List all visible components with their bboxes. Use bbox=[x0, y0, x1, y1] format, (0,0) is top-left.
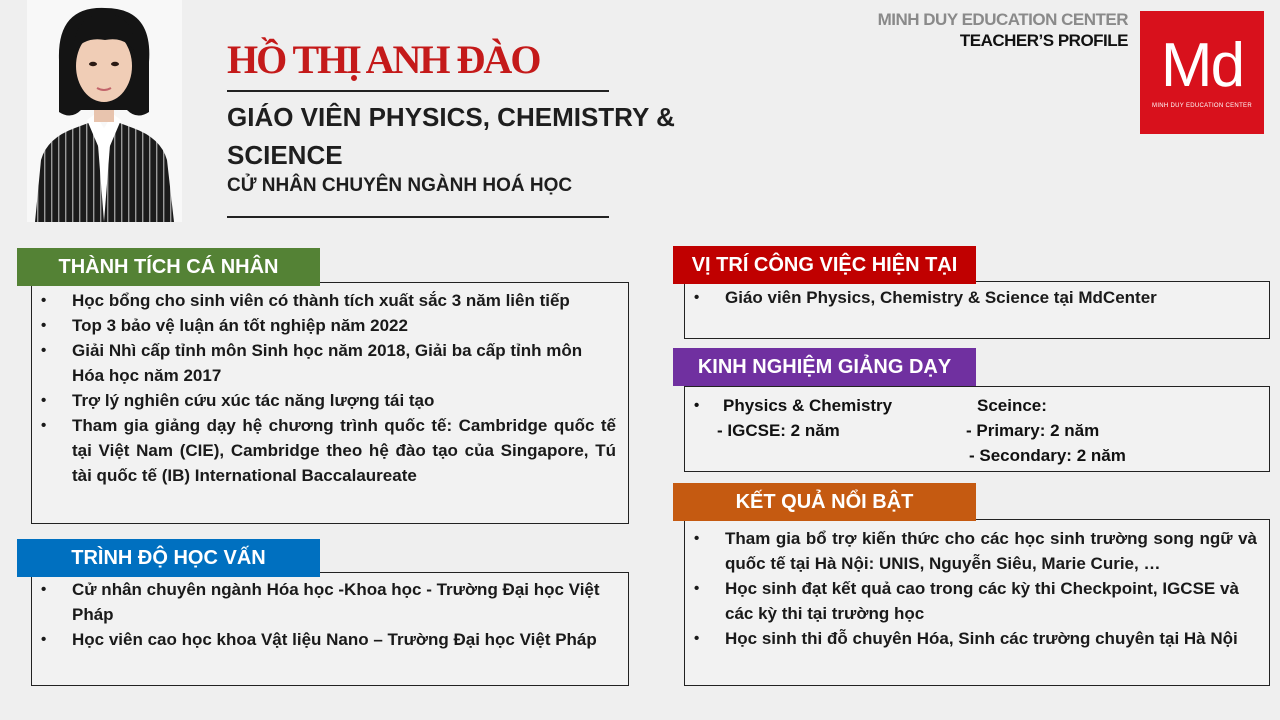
list-item: • Tham gia bổ trợ kiến thức cho các học sinh trường song ngữ và quốc tế tại Hà Nội: UNIS, Nguyễn Siêu, Marie Curie, … bbox=[694, 529, 1257, 573]
logo-subtitle: MINH DUY EDUCATION CENTER bbox=[1152, 103, 1252, 109]
list-item: • Học sinh thi đỗ chuyên Hóa, Sinh các trường chuyên tại Hà Nội bbox=[694, 629, 1238, 648]
list-item: • Tham gia giảng dạy hệ chương trình quốc tế: Cambridge quốc tế tại Việt Nam (CIE), Cambridge theo hệ đào tạo của Singapore, Tú tài quốc tế (IB) International Baccalaureate bbox=[41, 416, 616, 485]
experience-col2-line: - Primary: 2 năm bbox=[966, 421, 1100, 440]
results-header: KẾT QUẢ NỔI BẬT bbox=[673, 483, 976, 521]
profile-label: TEACHER’S PROFILE bbox=[959, 31, 1128, 50]
achievements-list bbox=[32, 283, 628, 488]
experience-col2-line: - Secondary: 2 năm bbox=[969, 446, 1126, 465]
teacher-role: GIÁO VIÊN PHYSICS, CHEMISTRY & SCIENCE bbox=[227, 102, 675, 170]
title-rule-top bbox=[227, 90, 609, 92]
teacher-photo bbox=[27, 0, 182, 222]
experience-row bbox=[685, 393, 1269, 418]
experience-col1-line: - IGCSE: 2 năm bbox=[717, 421, 840, 440]
list-item: • Cử nhân chuyên ngành Hóa học -Khoa học - Trường Đại học Việt Pháp bbox=[41, 580, 600, 624]
teacher-name: HỒ THỊ ANH ĐÀO bbox=[227, 37, 540, 82]
list-item: • Top 3 bảo vệ luận án tốt nghiệp năm 2022 bbox=[41, 316, 408, 335]
experience-header: KINH NGHIỆM GIẢNG DẠY bbox=[673, 348, 976, 386]
list-item: • Học viên cao học khoa Vật liệu Nano – Trường Đại học Việt Pháp bbox=[41, 630, 597, 649]
results-list bbox=[685, 520, 1269, 651]
results-box bbox=[684, 519, 1270, 686]
logo-mark: Md bbox=[1160, 31, 1244, 100]
experience-col2-head: Sceince: bbox=[977, 396, 1047, 415]
position-header: VỊ TRÍ CÔNG VIỆC HIỆN TẠI bbox=[673, 246, 976, 284]
position-list bbox=[685, 282, 1269, 310]
achievements-header: THÀNH TÍCH CÁ NHÂN bbox=[17, 248, 320, 286]
bullet: • bbox=[694, 397, 700, 414]
education-list bbox=[32, 573, 628, 652]
experience-row bbox=[685, 418, 1269, 443]
education-header: TRÌNH ĐỘ HỌC VẤN bbox=[17, 539, 320, 577]
list-item: • Trợ lý nghiên cứu xúc tác năng lượng tái tạo bbox=[41, 391, 435, 410]
education-box bbox=[31, 572, 629, 686]
center-logo bbox=[1140, 11, 1264, 134]
experience-box bbox=[684, 386, 1270, 472]
list-item: • Học sinh đạt kết quả cao trong các kỳ thi Checkpoint, IGCSE và các kỳ thi tại trường học bbox=[694, 579, 1239, 623]
position-box bbox=[684, 281, 1270, 339]
experience-col1-head: Physics & Chemistry bbox=[723, 396, 893, 415]
teacher-degree: CỬ NHÂN CHUYÊN NGÀNH HOÁ HỌC bbox=[227, 175, 573, 196]
list-item: • Học bổng cho sinh viên có thành tích xuất sắc 3 năm liên tiếp bbox=[41, 291, 570, 310]
list-item: • Giải Nhì cấp tỉnh môn Sinh học năm 2018, Giải ba cấp tỉnh môn Hóa học năm 2017 bbox=[41, 341, 583, 385]
list-item: • Giáo viên Physics, Chemistry & Science tại MdCenter bbox=[694, 288, 1157, 307]
center-name: MINH DUY EDUCATION CENTER bbox=[877, 10, 1128, 29]
title-rule-bottom bbox=[227, 216, 609, 218]
experience-row bbox=[685, 443, 1269, 468]
achievements-box bbox=[31, 282, 629, 524]
experience-table bbox=[685, 387, 1269, 468]
